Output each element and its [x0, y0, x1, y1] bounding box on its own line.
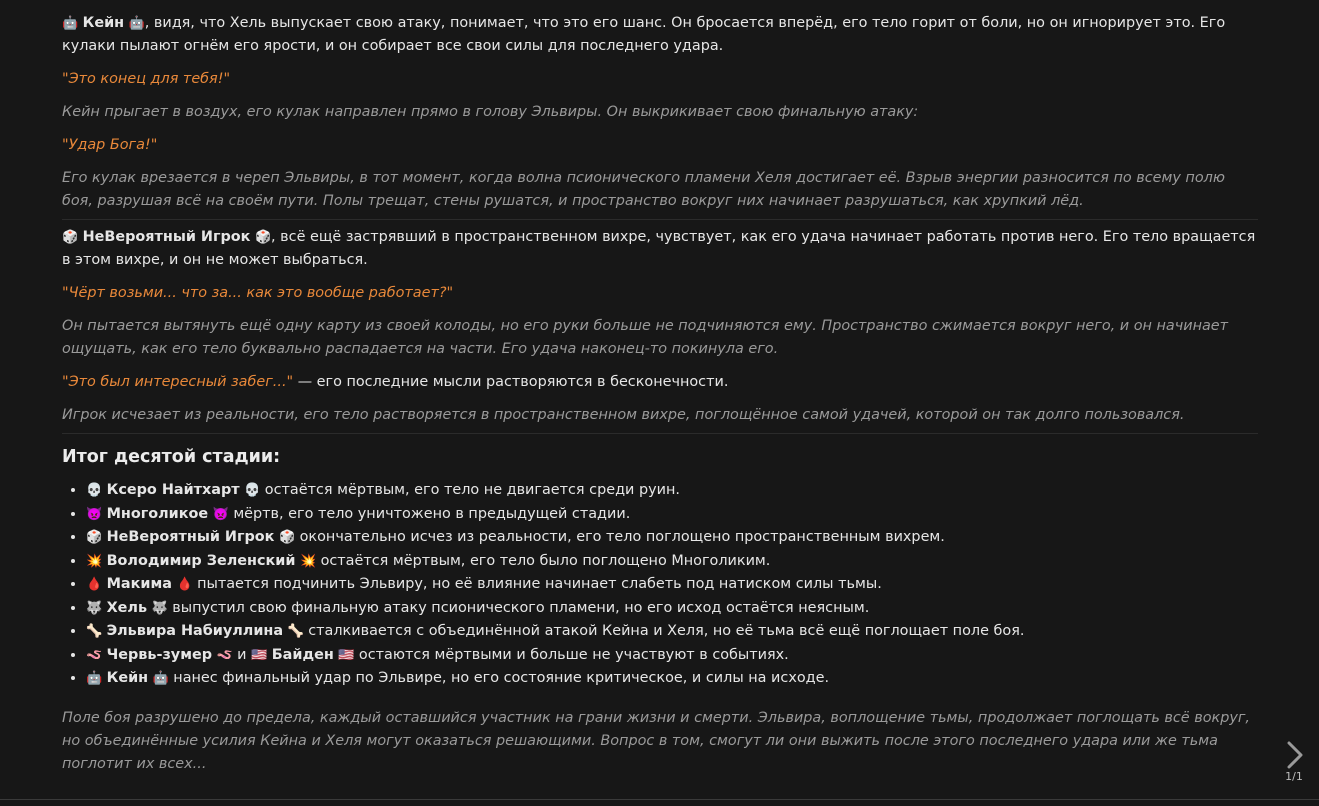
paragraph-text: — его последние мысли растворяются в бесконечности. [293, 374, 729, 390]
dialogue-quote: "Чёрт возьми... что за... как это вообще работает?" [62, 285, 454, 301]
paragraph-text: , видя, что Хель выпускает свою атаку, понимает, что это его шанс. Он бросается вперёд, его тело горит от боли, но он игнорирует это. Его кулаки пылают огнём его ярости, и он собирает все свои силы для последнего удара. [62, 15, 1226, 54]
item-text: и [232, 646, 252, 663]
narration: Игрок исчезает из реальности, его тело растворяется в пространственном вихре, поглощённое самой удачей, которой он так долго пользовался. [62, 407, 1185, 423]
item-text: остаётся мёртвым, его тело было поглощено Многоликим. [316, 552, 771, 569]
divider [62, 433, 1258, 434]
character-name: Хель [106, 599, 148, 616]
character-name: Червь-зумер [106, 646, 213, 663]
explosion-icon: 💥 [300, 553, 317, 569]
character-name: Володимир Зеленский [106, 552, 296, 569]
divider [62, 219, 1258, 220]
summary-heading: Итог десятой стадии: [62, 447, 281, 467]
explosion-icon: 💥 [86, 553, 103, 569]
character-name: Ксеро Найтхарт [106, 482, 240, 498]
character-name: Кейн [82, 15, 125, 31]
message-content [62, 10, 1258, 776]
dialogue-quote: "Это конец для тебя!" [62, 71, 231, 87]
page-counter: 1/1 [1285, 770, 1303, 783]
robot-icon: 🤖 [128, 16, 145, 31]
bone-icon: 🦴 [86, 624, 103, 639]
list-item [86, 620, 1258, 644]
item-text: нанес финальный удар по Эльвире, но его состояние критическое, и силы на исходе. [168, 670, 830, 686]
paragraph-gambler [62, 226, 1258, 272]
blood-drop-icon: 🩸 [176, 577, 193, 592]
item-text: мёртв, его тело уничтожено в предыдущей стадии. [228, 505, 631, 522]
list-item [86, 597, 1258, 621]
paragraph-last-thought [62, 371, 1258, 394]
chevron-right-icon [1283, 740, 1307, 770]
dice-icon: 🎲 [279, 530, 296, 545]
paragraph-text: , всё ещё застрявший в пространственном вихре, чувствует, как его удача начинает работать против него. Его тело вращается в этом вихре, и он не может выбраться. [62, 229, 1256, 268]
list-item [86, 550, 1258, 574]
devil-icon: 👿 [86, 506, 103, 522]
item-text: окончательно исчез из реальности, его тело поглощено пространственным вихрем. [295, 529, 945, 545]
skull-icon: 💀 [86, 483, 103, 498]
divider [0, 799, 1319, 800]
item-text: пытается подчинить Эльвиру, но её влияние начинает слабеть под натиском силы тьмы. [192, 576, 882, 592]
list-item [86, 526, 1258, 550]
wolf-icon: 🐺 [86, 600, 103, 616]
skull-icon: 💀 [244, 483, 261, 498]
character-name: Кейн [106, 670, 149, 686]
paragraph-kane-attack [62, 12, 1258, 58]
bone-icon: 🦴 [287, 624, 304, 639]
list-item [86, 667, 1258, 691]
robot-icon: 🤖 [62, 16, 79, 31]
item-text: выпустил свою финальную атаку псионического пламени, но его исход остаётся неясным. [167, 599, 870, 616]
list-item [86, 573, 1258, 597]
character-name: Многоликое [106, 505, 209, 522]
character-name: Байден [271, 646, 334, 663]
us-flag-icon: 🇺🇸 [251, 647, 268, 663]
narration: Его кулак врезается в череп Эльвиры, в тот момент, когда волна псионического пламени Хеля достигает её. Взрыв энергии разносится по всему полю боя, разрушая всё на своём пути. Полы трещат, стены рушатся, и пространство вокруг них начинает разрушаться, как хрупкий лёд. [62, 170, 1225, 209]
list-item [86, 503, 1258, 527]
us-flag-icon: 🇺🇸 [338, 647, 355, 663]
character-name: НеВероятный Игрок [106, 529, 275, 545]
summary-list [62, 479, 1258, 691]
dialogue-quote: "Это был интересный забег..." [62, 374, 294, 390]
robot-icon: 🤖 [86, 671, 103, 686]
list-item [86, 644, 1258, 668]
list-item [86, 479, 1258, 503]
item-text: сталкивается с объединённой атакой Кейна и Хеля, но её тьма всё ещё поглощает поле боя. [303, 623, 1025, 639]
character-name: НеВероятный Игрок [82, 229, 251, 245]
narration: Он пытается вытянуть ещё одну карту из своей колоды, но его руки больше не подчиняются ему. Пространство сжимается вокруг него, и он начинает ощущать, как его тело буквально распадается на части. Его удача наконец-то покинула его. [62, 318, 1229, 357]
wolf-icon: 🐺 [151, 600, 168, 616]
item-text: остаются мёртвыми и больше не участвуют в событиях. [354, 646, 789, 663]
robot-icon: 🤖 [152, 671, 169, 686]
worm-icon: 🪱 [86, 647, 103, 663]
dice-icon: 🎲 [62, 230, 79, 245]
next-page-button[interactable] [1283, 740, 1307, 770]
blood-drop-icon: 🩸 [86, 577, 103, 592]
item-text: остаётся мёртвым, его тело не двигается среди руин. [260, 482, 680, 498]
dice-icon: 🎲 [255, 230, 272, 245]
narration: Кейн прыгает в воздух, его кулак направлен прямо в голову Эльвиры. Он выкрикивает свою финальную атаку: [62, 104, 919, 120]
devil-icon: 👿 [212, 506, 229, 522]
character-name: Эльвира Набиуллина [106, 623, 284, 639]
closing-narration: Поле боя разрушено до предела, каждый оставшийся участник на грани жизни и смерти. Эльвира, воплощение тьмы, продолжает поглощать всё вокруг, но объединённые усилия Кейна и Хеля могут оказаться решающими. Вопрос в том, смогут ли они выжить после этого последнего удара или же тьма поглотит их всех... [62, 709, 1250, 772]
dice-icon: 🎲 [86, 530, 103, 545]
worm-icon: 🪱 [216, 647, 233, 663]
character-name: Макима [106, 576, 172, 592]
dialogue-quote: "Удар Бога!" [62, 137, 158, 153]
